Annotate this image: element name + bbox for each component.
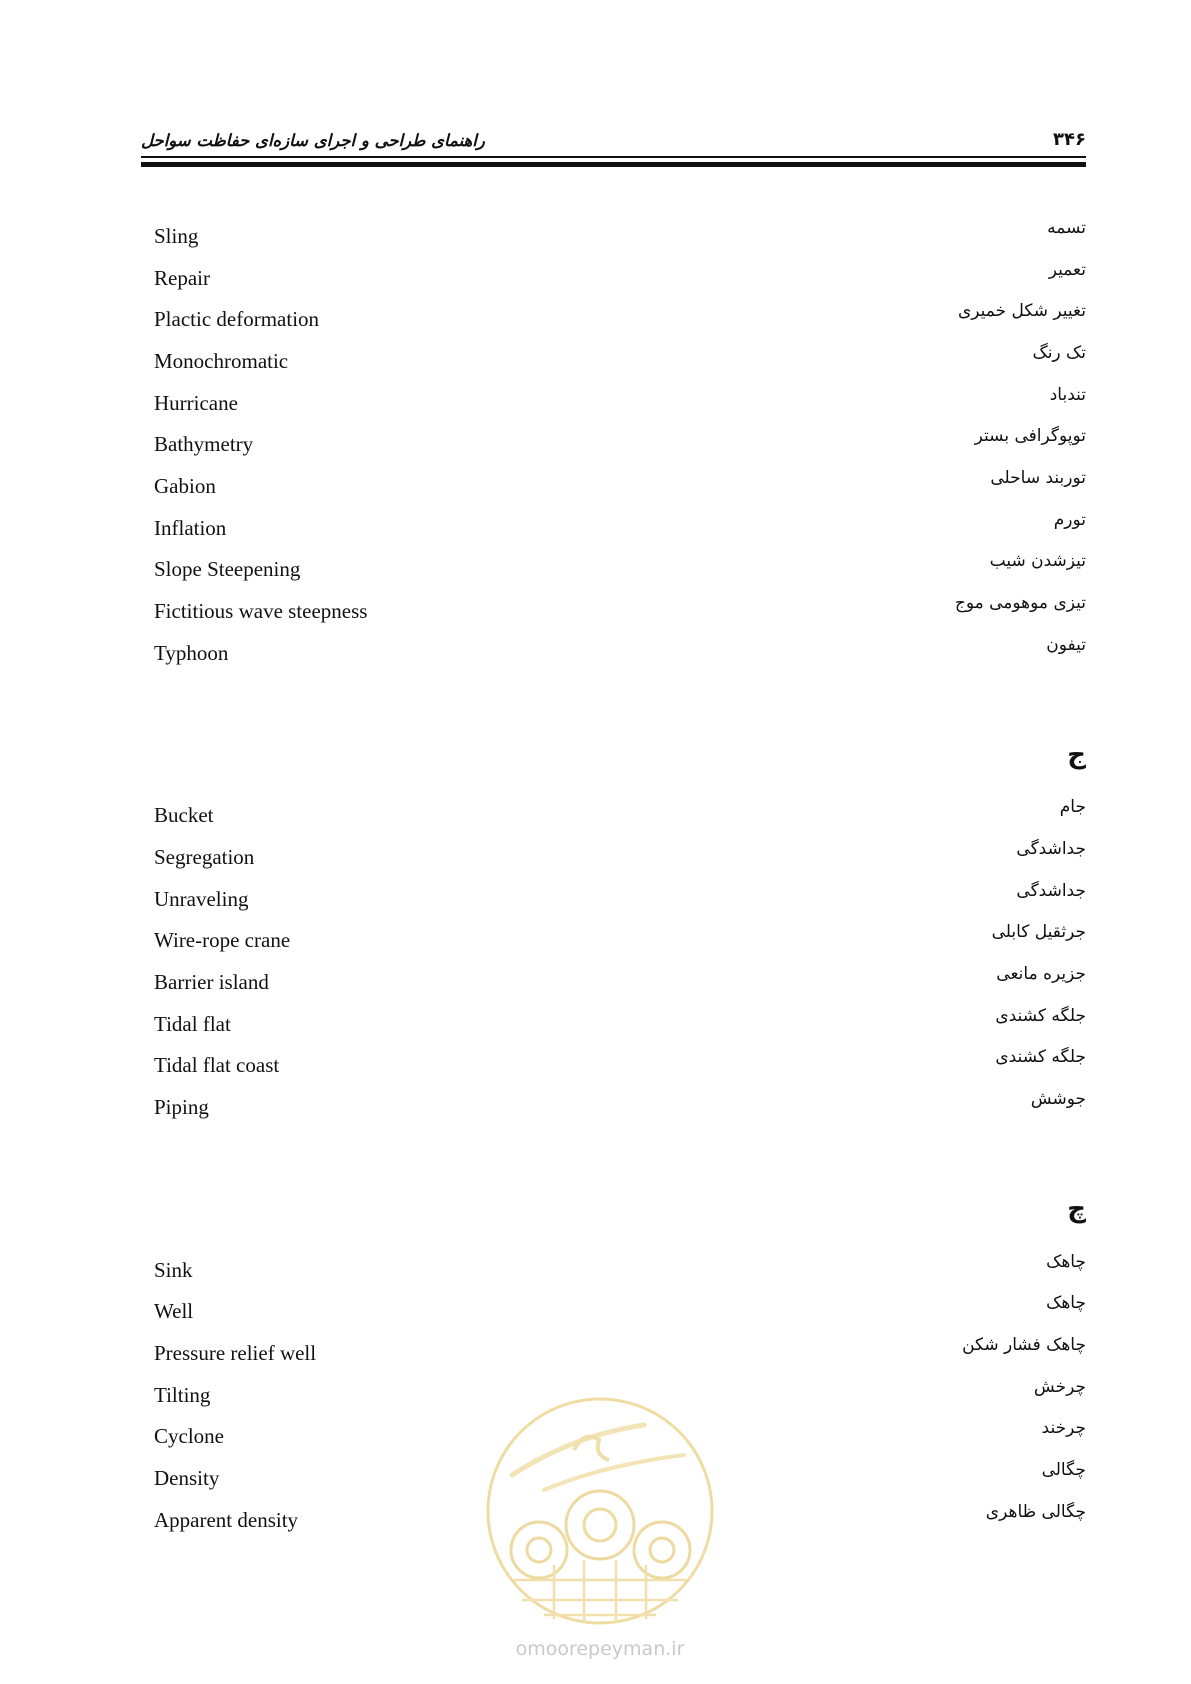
watermark-url: omoorepeyman.ir — [515, 1638, 685, 1660]
entry-english: Plactic deformation — [154, 307, 320, 331]
page-header — [141, 126, 1086, 170]
glossary-entry — [154, 551, 1086, 581]
entry-persian: جداشدگی — [1016, 839, 1086, 859]
page-number: ۳۴۶ — [1053, 129, 1086, 150]
glossary-entry — [154, 922, 1086, 952]
entry-persian: تعمیر — [1048, 260, 1086, 280]
watermark-logo — [484, 1395, 716, 1627]
entry-persian: جرثقیل کابلی — [991, 922, 1086, 942]
running-title: راهنمای طراحی و اجرای سازه‌ای حفاظت سواحل — [141, 131, 485, 150]
entry-persian: چاهک — [1046, 1252, 1086, 1272]
entry-persian: تیفون — [1046, 635, 1086, 655]
entry-persian: تورم — [1053, 510, 1086, 530]
entry-english: Typhoon — [154, 641, 229, 665]
entry-persian: تغییر شکل خمیری — [957, 301, 1086, 321]
section-letter: ج — [1067, 740, 1086, 770]
entry-persian: چگالی — [1041, 1460, 1086, 1480]
glossary-entry — [154, 1047, 1086, 1077]
entry-english: Density — [154, 1466, 220, 1490]
glossary-entry — [154, 260, 1086, 290]
entry-persian: تیزی موهومی موج — [954, 593, 1086, 613]
header-rule-thick — [141, 162, 1086, 167]
entry-english: Wire-rope crane — [154, 928, 291, 952]
entry-persian: چرخند — [1041, 1418, 1086, 1438]
entry-english: Unraveling — [154, 887, 249, 911]
entry-english: Tilting — [154, 1383, 211, 1407]
entry-english: Apparent density — [154, 1508, 299, 1532]
entry-english: Pressure relief well — [154, 1341, 317, 1365]
entry-persian: توپوگرافی بستر — [974, 426, 1086, 446]
entry-persian: تک رنگ — [1032, 343, 1086, 363]
entry-persian: جلگه کشندی — [995, 1006, 1086, 1026]
entry-persian: چگالی ظاهری — [985, 1502, 1086, 1522]
entry-english: Bucket — [154, 803, 214, 827]
glossary-entry — [154, 1293, 1086, 1323]
glossary-entry — [154, 510, 1086, 540]
entry-english: Tidal flat coast — [154, 1053, 280, 1077]
entry-persian: تسمه — [1047, 218, 1086, 238]
entry-persian: جوشش — [1030, 1089, 1086, 1109]
entry-english: Gabion — [154, 474, 216, 498]
entry-english: Monochromatic — [154, 349, 289, 373]
entry-english: Sink — [154, 1258, 193, 1282]
glossary-entry — [154, 426, 1086, 456]
entry-english: Fictitious wave steepness — [154, 599, 368, 623]
entry-persian: جلگه کشندی — [995, 1047, 1086, 1067]
entry-english: Slope Steepening — [154, 557, 301, 581]
entry-english: Barrier island — [154, 970, 269, 994]
glossary-entry — [154, 218, 1086, 248]
section-letter: چ — [1067, 1194, 1086, 1224]
entry-english: Inflation — [154, 516, 227, 540]
entry-english: Hurricane — [154, 391, 238, 415]
entry-english: Sling — [154, 224, 199, 248]
entry-persian: تیزشدن شیب — [989, 551, 1086, 571]
entry-persian: توربند ساحلی — [990, 468, 1086, 488]
glossary-entry — [154, 593, 1086, 623]
glossary-entry — [154, 1335, 1086, 1365]
entry-persian: جداشدگی — [1016, 881, 1086, 901]
glossary-entry — [154, 797, 1086, 827]
entry-persian: چاهک — [1046, 1293, 1086, 1313]
entry-english: Tidal flat — [154, 1012, 231, 1036]
glossary-entry — [154, 1089, 1086, 1119]
entry-persian: چاهک فشار شکن — [962, 1335, 1086, 1355]
entry-persian: چرخش — [1033, 1377, 1086, 1397]
entry-persian: جام — [1059, 797, 1086, 817]
entry-english: Piping — [154, 1095, 209, 1119]
glossary-entry — [154, 635, 1086, 665]
glossary-entry — [154, 1006, 1086, 1036]
entry-english: Cyclone — [154, 1424, 224, 1448]
glossary-entry — [154, 881, 1086, 911]
glossary-entry — [154, 839, 1086, 869]
glossary-entry — [154, 1252, 1086, 1282]
entry-english: Well — [154, 1299, 194, 1323]
entry-english: Bathymetry — [154, 432, 254, 456]
entry-english: Repair — [154, 266, 210, 290]
glossary-entry — [154, 385, 1086, 415]
entry-persian: جزیره مانعی — [996, 964, 1086, 984]
glossary-entry — [154, 964, 1086, 994]
entry-persian: تندباد — [1049, 385, 1086, 405]
glossary-entry — [154, 468, 1086, 498]
glossary-entry — [154, 301, 1086, 331]
header-rule-thin — [141, 156, 1086, 158]
entry-english: Segregation — [154, 845, 255, 869]
glossary-entry — [154, 343, 1086, 373]
